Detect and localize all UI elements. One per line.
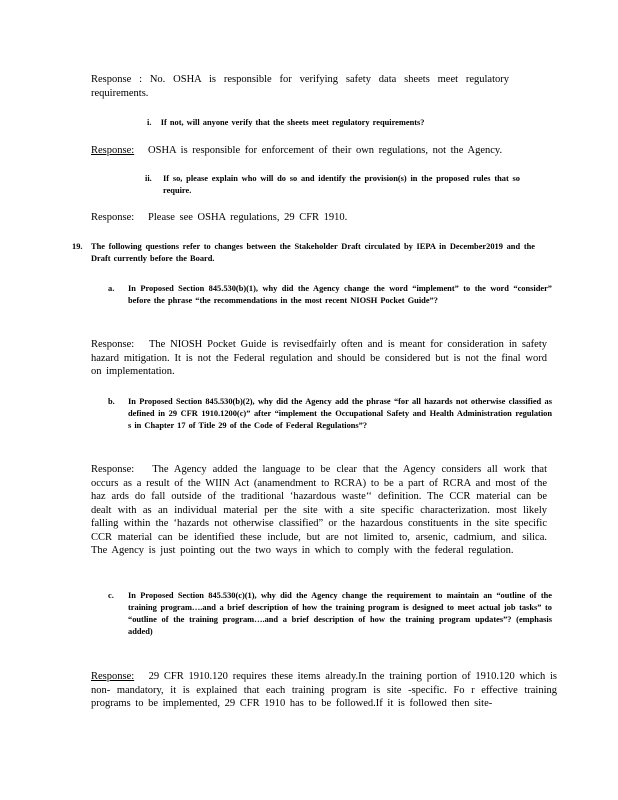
question-text: In Proposed Section 845.530(b)(2), why did the Agency add the phrase “for all hazards not otherwise classified as defined in 29 CFR 1910.1200(c)” after “implement the Occupational Safety and Health Administration regulation s in Chapter 17 of Title 29 of the Code of Federal Regulations”? (128, 397, 552, 430)
response-text: 29 CFR 1910.120 requires these items already.In the training portion of 1910.120 which is non- mandatory, it is explained that each training program is site -specific. Fo r effective training programs to be implemented, 29 CFR 1910 has to be followed.If it is followed then site- (91, 671, 557, 709)
response-text: The Agency added the language to be clear that the Agency considers all work that occurs as a result of the WIIN Act (anamendment to RCRA) to be a part of RCRA and most of the haz ards do fall outside of the traditional ‘hazardous waste‘‘ definition. The CCR material can be dealt with as an individual material per the site with a site specific characterization. most likely falling within the ‘hazards not otherwise classified” or the hazardous constituents in the site specific CCR material can be identified these include, but are not limited to, arsenic, cadmium, and silica. The Agency is just pointing out the two ways in which to comply with the federal regulation. (91, 464, 548, 556)
question-number: a. (108, 284, 115, 293)
sub-question-i (147, 117, 507, 129)
question-number: 19. (72, 242, 83, 251)
sub-question-a (108, 283, 552, 307)
response-paragraph (91, 670, 557, 711)
question-19 (72, 241, 535, 265)
response-paragraph (91, 463, 547, 558)
response-label: Response: (91, 339, 135, 350)
response-label: Response: (91, 464, 135, 475)
response-text: The NIOSH Pocket Guide is revisedfairly often and is meant for consideration in safety hazard mitigation. It is not the Federal regulation and should be considered but is not the final word on implementation. (91, 339, 548, 377)
sub-question-b (108, 396, 552, 432)
sub-question-c (108, 590, 552, 638)
response-label: Response: (91, 671, 135, 682)
response-text: : No. OSHA is responsible for verifying safety data sheets meet regulatory requirements. (91, 74, 510, 99)
response-paragraph (91, 211, 491, 225)
question-text: In Proposed Section 845.530(c)(1), why did the Agency change the requirement to maintain an “outline of the training program….and a brief description of how the training program is designed to meet actual job tasks” to “outline of the training program….and a brief description of how the training program updates”? (emphasis added) (128, 591, 552, 636)
sub-question-ii (145, 173, 520, 197)
question-text: If not, will anyone verify that the sheets meet regulatory requirements? (160, 118, 425, 127)
question-text: If so, please explain who will do so and identify the provision(s) in the proposed rules that so require. (163, 174, 520, 195)
response-paragraph (91, 73, 509, 100)
question-text: In Proposed Section 845.530(b)(1), why did the Agency change the word “implement” to the word “consider” before the phrase “the recommendations in the most recent NIOSH Pocket Guide”? (128, 284, 552, 305)
question-number: i. (147, 118, 152, 127)
question-number: b. (108, 397, 115, 406)
response-label: Response (91, 74, 132, 85)
response-paragraph (91, 338, 547, 379)
response-label: Response: (91, 145, 135, 156)
question-number: ii. (145, 174, 152, 183)
response-paragraph (91, 144, 531, 158)
question-number: c. (108, 591, 114, 600)
response-text: Please see OSHA regulations, 29 CFR 1910. (148, 212, 348, 223)
response-text: OSHA is responsible for enforcement of their own regulations, not the Agency. (148, 145, 503, 156)
response-label: Response: (91, 212, 135, 223)
question-text: The following questions refer to changes between the Stakeholder Draft circulated by IEPA in December2019 and the Draft currently before the Board. (91, 242, 535, 263)
